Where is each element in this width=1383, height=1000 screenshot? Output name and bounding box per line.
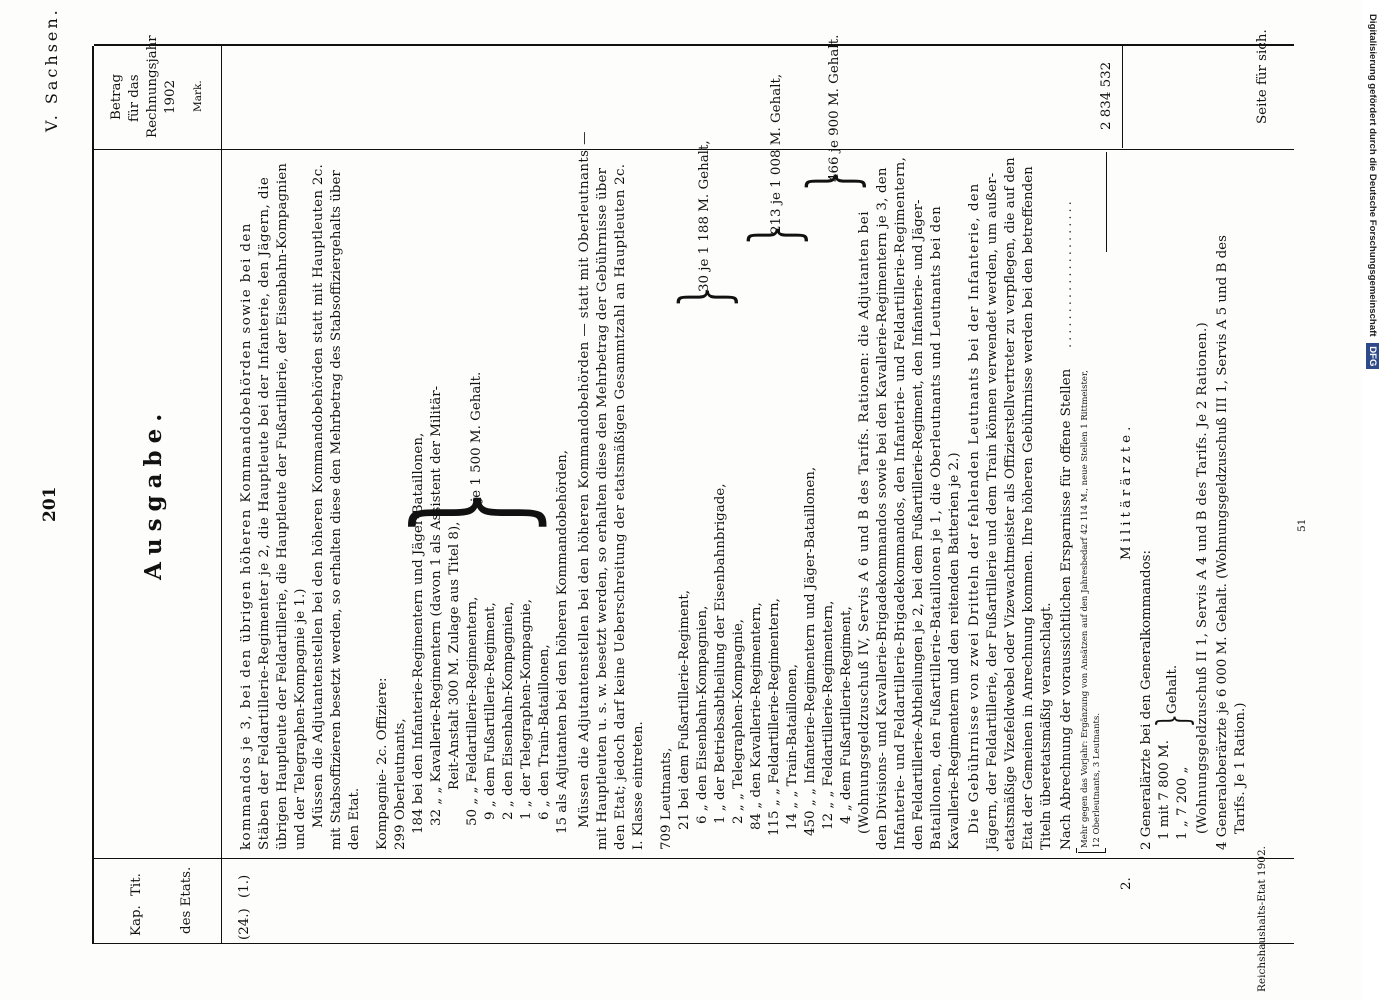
nach-abrechnung-line: Nach Abrechnung der voraussichtlichen Ersparnisse für offene Stellen [1059, 368, 1074, 850]
list-item: 21 bei dem Fußartillerie-Regiment, [677, 589, 692, 830]
list-item: 15 als Adjutanten bei den höheren Kommandobehörden, [555, 449, 570, 834]
brace-icon: } [1148, 713, 1197, 728]
tit-ref: (1.) [237, 874, 252, 898]
amount-header-line-3: Rechnungsjahr [145, 35, 160, 138]
leader-dots: ..................... [1060, 198, 1075, 348]
brace-icon: } [794, 170, 871, 192]
text-line: kommandos je 3, bei den übrigen höheren Kommandobehörden sowie bei den [239, 222, 254, 850]
list-item: 2 „ „ Telegraphen-Kompagnie, [731, 618, 746, 824]
list-item: 1 „ 7 200 „ [1175, 766, 1190, 840]
total-underline [1106, 152, 1107, 252]
generaloberaerzte-line: 4 Generaloberärzte je 6 000 M. Gehalt. (Wohnungsgeldzuschuß III 1, Servis A 5 und B des [1215, 235, 1230, 850]
text-line: (Wohnungsgeldzuschuß IV, Servis A 6 und B des Tarifs. Rationen: die Adjutanten bei [857, 210, 872, 834]
amount-header-line-1: Betrag [109, 73, 124, 120]
generalaerzte-pay: Gehalt. [1165, 664, 1180, 714]
list-item: 84 „ den Kavallerie-Regimentern, [749, 602, 764, 830]
list-item: 6 „ den Eisenbahn-Kompagnien, [695, 605, 710, 824]
text-line: übrigen Hauptleute der Feldartillerie, die Hauptleute der Fußartillerie, der Eisenbahn-Kompagnien [275, 162, 290, 850]
text-line: den Divisions- und Kavallerie-Brigadekommandos sowie bei den Kavallerie-Regimentern je 3, den [875, 167, 890, 850]
generalaerzte-note: (Wohnungsgeldzuschuß II 1, Servis A 4 und B des Tarifs. Je 2 Rationen.) [1195, 321, 1210, 834]
continue-note: Seite für sich. [1255, 29, 1270, 124]
column-header-kap: Kap. [129, 905, 144, 936]
page-title: Ausgabe. [140, 406, 167, 580]
grand-total: 2 834 532 [1099, 61, 1114, 130]
list-item: 4 „ dem Fußartillerie-Regiment, [839, 606, 854, 824]
text-line: den Feldartillerie-Abtheilungen je 2, bei dem Fußartillerie-Regiment, den Infanterie- und Jäger- [911, 199, 926, 850]
text-line: Etat der Gemeinen in Anrechnung kommen. Ihre höheren Gebührnisse werden bei den betreffenden [1021, 166, 1036, 850]
text-line: Kavallerie-Regimentern und den reitenden Batterien je 2.) [947, 452, 962, 850]
oberleutnants-pay: je 1 500 M. Gehalt. [469, 371, 484, 502]
kompagnie-heading: Kompagnie- 2c. Offiziere: [375, 677, 390, 850]
list-item: 9 „ dem Fußartillerie-Regiment, [483, 602, 498, 820]
section-title: V. Sachsen. [42, 7, 61, 132]
dfg-logo: DFG [1366, 343, 1379, 369]
text-line: Bataillonen, den Fußartillerie-Bataillonen je 1, die Oberleutnants und Leutnants bei den [929, 205, 944, 850]
text-line: I. Klasse eintreten. [631, 721, 646, 850]
text-line: Titeln überetatsmäßig veranschlagt. [1039, 602, 1054, 850]
text-line: und der Telegraphen-Kompagnie je 1.) [293, 588, 308, 850]
digitization-banner [1362, 0, 1383, 1000]
folio: 51 [1296, 518, 1308, 532]
column-header-tit: Tit. [129, 873, 144, 896]
list-item: 450 „ „ Infanterie-Regimentern und Jäger-Bataillonen, [803, 466, 818, 836]
militaraerzte-heading: Militärärzte. [1119, 422, 1134, 560]
list-item: 6 „ den Train-Bataillonen, [537, 644, 552, 820]
text-line: Jägern, der Feldartillerie, der Fußartillerie und dem Train können verwendet werden, um außer- [985, 172, 1000, 850]
pay-213: 213 je 1 008 M. Gehalt, [769, 73, 784, 234]
brace-icon: } [666, 286, 743, 308]
amount-header-line-4: 1902 [163, 79, 178, 114]
note-rule [1105, 848, 1106, 853]
kap-tit-divider [94, 943, 1294, 944]
mehr-note: Mehr gegen das Vorjahr: Ergänzung von Ansätzen auf den Jahresbedarf 42 114 M., neue Stellen 1 Rittmeister, [1080, 370, 1090, 848]
list-item: 1 „ der Telegraphen-Kompagnie, [519, 599, 534, 820]
running-head: Reichshaushalts-Etat 1902. [1256, 846, 1268, 992]
text-line: Infanterie- und Feldartillerie-Brigadekommandos, den Infanterie- und Feldartillerie-Regimentern, [893, 156, 908, 850]
total-rule [1122, 46, 1123, 148]
list-item: 50 „ „ Feldartillerie-Regimentern, [465, 596, 480, 826]
list-item: 1 „ der Betriebsabtheilung der Eisenbahnbrigade, [713, 483, 728, 824]
oberleutnants-heading: 299 Oberleutnants, [393, 718, 408, 850]
right-column-rule [94, 149, 1294, 150]
banner-text: Digitalisierung gefördert durch die Deutsche Forschungsgemeinschaft [1367, 14, 1378, 337]
text-line: den Etat; jedoch darf keine Ueberschreitung der etatsmäßigen Gesammtzahl an Hauptleuten 2c. [613, 163, 628, 850]
text-line: Müssen die Adjutantenstellen bei den höheren Kommandobehörden statt mit Hauptleuten 2c. [311, 163, 326, 828]
text-line: mit Hauptleuten u. s. w. besetzt werden, so erhalten diese den Mehrbetrag der Gebührnisse über [595, 167, 610, 850]
note-bracket [1078, 852, 1106, 853]
pay-30: 30 je 1 188 M. Gehalt, [697, 140, 712, 292]
text-line: Müssen die Adjutantenstellen bei den höheren Kommandobehörden — statt mit Oberleutnants — [577, 131, 592, 828]
brace-icon: } [384, 488, 558, 537]
text-line: den Etat. [347, 787, 362, 850]
list-item: Reit-Anstalt 300 M. Zulage aus Titel 8), [447, 521, 462, 790]
text-line: mit Stabsoffizieren besetzt werden, so erhalten diese den Mehrbetrag des Stabsoffiziergehalts über [329, 170, 344, 850]
pay-466: 466 je 900 M. Gehalt. [827, 34, 842, 182]
list-item: 184 bei den Infanterie-Regimentern und Jäger-Bataillonen, [411, 432, 426, 834]
list-item: 1 mit 7 800 M. [1157, 740, 1172, 840]
kap-ref: (24.) [237, 908, 252, 940]
list-item: 14 „ „ Train-Bataillonen, [785, 664, 800, 830]
generalaerzte-heading: 2 Generalärzte bei den Generalkommandos: [1139, 549, 1154, 850]
mehr-note: 12 Oberleutnants, 3 Leutnants. [1092, 712, 1102, 848]
generaloberaerzte-line: Tarifs. Je 1 Ration.) [1233, 702, 1248, 834]
column-header-rule [221, 46, 222, 944]
leutnants-heading: 709 Leutnants, [659, 747, 674, 850]
text-line: Die Gebührnisse von zwei Dritteln der fehlenden Leutnants bei der Infanterie, den [967, 182, 982, 834]
amount-unit: Mark. [192, 80, 204, 112]
list-item: 2 „ den Eisenbahn-Kompagnien, [501, 601, 516, 820]
list-item: 115 „ „ Feldartillerie-Regimentern, [767, 598, 782, 836]
tit-ref-2: 2. [1119, 877, 1134, 890]
brace-icon: } [736, 224, 813, 246]
column-header-des-etats: des Etats. [179, 866, 194, 934]
left-column-rule [94, 858, 1294, 859]
outer-right-rule [94, 44, 1294, 46]
text-line: etatsmäßige Vizefeldwebel oder Vizewachtmeister als Offizierstellvertreter zu verpflegen, die auf den [1003, 157, 1018, 850]
text-line: Stäben der Feldartillerie-Regimenter je 2, die Hauptleute bei der Infanterie, den Jägern, die [257, 176, 272, 850]
note-rule [1076, 848, 1077, 853]
page-number: 201 [40, 486, 60, 522]
list-item: 12 „ „ Feldartillerie-Regimentern, [821, 600, 836, 830]
amount-header-line-2: für das [127, 74, 142, 122]
top-rule [92, 46, 94, 944]
list-item: 32 „ „ Kavallerie-Regimentern (davon 1 als Assistent der Militär- [429, 385, 444, 826]
